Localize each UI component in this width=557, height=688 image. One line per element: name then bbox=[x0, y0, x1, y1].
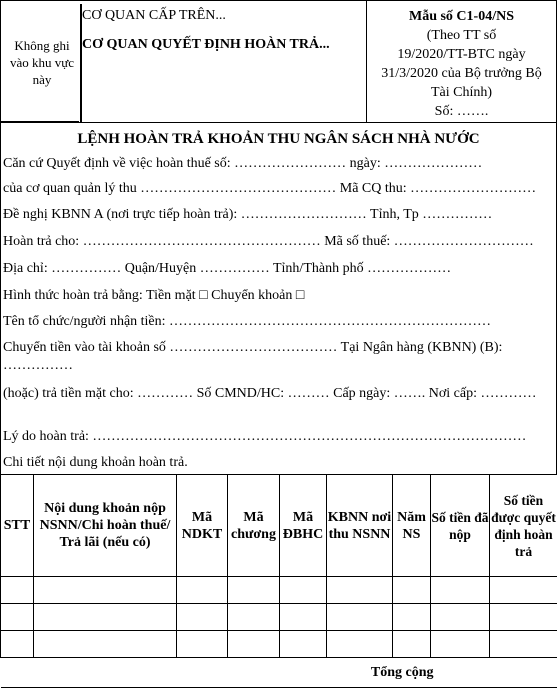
refund-table bbox=[0, 474, 557, 688]
col-ndkt: Mã NDKT bbox=[177, 475, 228, 577]
decision-line: Căn cứ Quyết định về việc hoàn thuế số: …………………… ngày: ………………… bbox=[3, 156, 555, 172]
table-row bbox=[1, 631, 557, 658]
form-code-block bbox=[366, 0, 557, 122]
tax-authority-line: của cơ quan quản lý thu …………………………………… Mã CQ thu: ……………………… bbox=[3, 181, 555, 197]
agency-block bbox=[79, 0, 366, 122]
form-ref-3: 31/3/2020 của Bộ trưởng Bộ bbox=[367, 64, 556, 83]
col-treasury: KBNN nơi thu NSNN bbox=[327, 475, 393, 577]
table-row bbox=[1, 577, 557, 604]
details-caption: Chi tiết nội dung khoản hoàn trả. bbox=[3, 455, 555, 471]
treasury-line: Đề nghị KBNN A (nơi trực tiếp hoàn trả): ……………………… Tỉnh, Tp …………… bbox=[3, 207, 555, 223]
col-dbhc: Mã ĐBHC bbox=[280, 475, 327, 577]
form-ref-4: Tài Chính) bbox=[367, 83, 556, 102]
form-ref-1: (Theo TT số bbox=[367, 26, 556, 45]
address-line: Địa chỉ: …………… Quận/Huyện …………… Tỉnh/Thành phố ……………… bbox=[3, 261, 555, 277]
refund-reason-line: Lý do hoàn trả: ………………………………………………………………………………… bbox=[3, 429, 555, 445]
form-code: Mẫu số C1-04/NS bbox=[367, 7, 556, 26]
form-body bbox=[0, 122, 557, 474]
form-header bbox=[0, 0, 557, 122]
agency-upper: CƠ QUAN CẤP TRÊN... bbox=[82, 8, 226, 24]
page-title: LỆNH HOÀN TRẢ KHOẢN THU NGÂN SÁCH NHÀ NƯỚC bbox=[1, 131, 556, 148]
form-number: Số: ……. bbox=[367, 102, 556, 121]
agency-decision: CƠ QUAN QUYẾT ĐỊNH HOÀN TRẢ... bbox=[82, 37, 330, 53]
recipient-line: Tên tổ chức/người nhận tiền: …………………………………………………………… bbox=[3, 314, 555, 330]
refund-method-line: Hình thức hoàn trả bằng: Tiền mặt □ Chuyển khoản □ bbox=[3, 288, 555, 304]
cash-payment-line: (hoặc) trả tiền mặt cho: ………… Số CMND/HC: ……… Cấp ngày: ……. Nơi cấp: ………… bbox=[3, 385, 555, 403]
col-stt: STT bbox=[1, 475, 34, 577]
col-refund-amount: Số tiền được quyết định hoàn trả bbox=[490, 475, 557, 577]
reserved-box bbox=[0, 0, 79, 122]
total-label: Tổng cộng bbox=[1, 658, 557, 688]
col-content: Nội dung khoản nộp NSNN/Chi hoàn thuế/ Trả lãi (nếu có) bbox=[34, 475, 177, 577]
col-chapter: Mã chương bbox=[228, 475, 280, 577]
table-header-row bbox=[1, 475, 557, 577]
form-ref-2: 19/2020/TT-BTC ngày bbox=[367, 45, 556, 64]
total-row bbox=[1, 658, 557, 688]
refund-to-line: Hoàn trả cho: …………………………………………… Mã số thuế: ………………………… bbox=[3, 234, 555, 250]
reserved-note: Không ghi vào khu vực này bbox=[5, 37, 79, 88]
col-paid-amount: Số tiền đã nộp bbox=[431, 475, 490, 577]
col-budget-year: Năm NS bbox=[393, 475, 431, 577]
table-row bbox=[1, 604, 557, 631]
bank-account-line: Chuyển tiền vào tài khoản số ……………………………… Tại Ngân hàng (KBNN) (B): …………… bbox=[3, 339, 555, 375]
